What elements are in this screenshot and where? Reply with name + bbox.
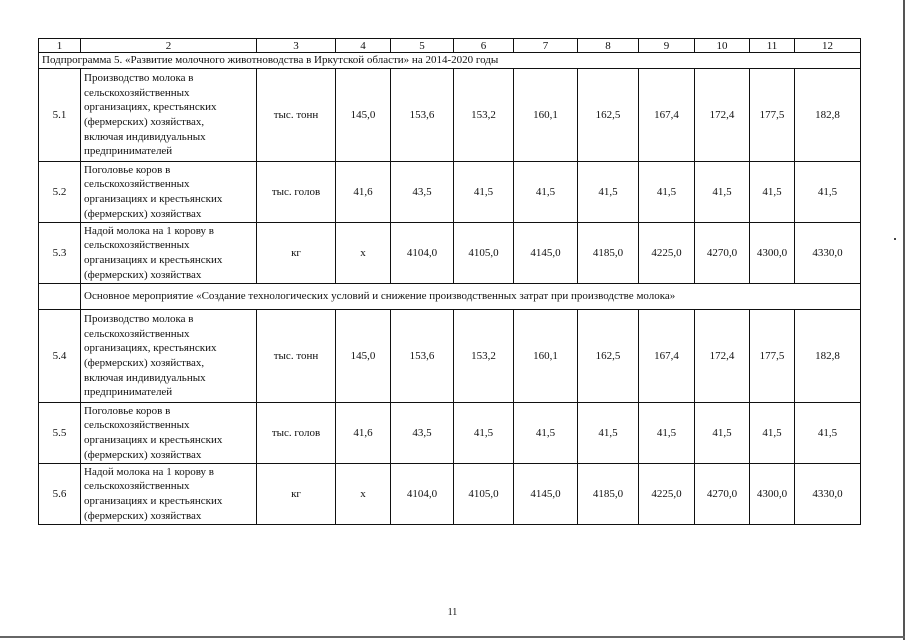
value-cell: 43,5 [391, 403, 454, 464]
column-number-row [39, 39, 861, 53]
value-cell: 41,5 [514, 403, 578, 464]
row-number: 5.5 [39, 403, 81, 464]
indicator-name-line: Производство молока в [84, 313, 194, 326]
indicator-name-line: Надой молока на 1 корову в [84, 465, 214, 478]
value-cell: 4330,0 [795, 223, 861, 284]
value-cell: 162,5 [578, 69, 639, 162]
value-cell: 4270,0 [695, 464, 750, 525]
unit-cell: кг [257, 464, 336, 525]
indicator-name-line: организациях и крестьянских [84, 254, 223, 266]
indicator-name-line: сельскохозяйственных [84, 239, 190, 252]
value-cell: 167,4 [639, 69, 695, 162]
value-cell: 145,0 [336, 69, 391, 162]
indicator-name-line: сельскохозяйственных [84, 419, 190, 432]
unit-cell: тыс. тонн [257, 69, 336, 162]
column-number: 12 [795, 39, 861, 53]
value-cell: 41,5 [795, 403, 861, 464]
value-cell: 153,6 [391, 310, 454, 403]
value-cell: 41,5 [514, 162, 578, 223]
value-cell: 153,2 [454, 310, 514, 403]
value-cell: 177,5 [750, 69, 795, 162]
empty-cell [39, 284, 81, 310]
main-measure-row [39, 284, 861, 310]
unit-cell: тыс. тонн [257, 310, 336, 403]
value-cell: 41,6 [336, 162, 391, 223]
value-cell: 4300,0 [750, 464, 795, 525]
indicator-name-line: предпринимателей [84, 386, 173, 399]
indicator-name-line: организациях и крестьянских [84, 434, 223, 446]
subprogram-title: Подпрограмма 5. «Развитие молочного животноводства в Иркутской области» на 2014-2020 годы [39, 53, 861, 69]
value-cell: 4145,0 [514, 464, 578, 525]
subprogram-row [39, 53, 861, 69]
table-row [39, 223, 861, 284]
value-cell: 41,5 [639, 162, 695, 223]
column-number: 6 [454, 39, 514, 53]
indicator-name-line: сельскохозяйственных [84, 480, 190, 493]
indicator-name-line: (фермерских) хозяйствах, [84, 116, 205, 128]
row-number: 5.3 [39, 223, 81, 284]
value-cell: 145,0 [336, 310, 391, 403]
value-cell: 4104,0 [391, 464, 454, 525]
indicator-name [81, 223, 257, 284]
value-cell: 41,5 [454, 162, 514, 223]
unit-cell: тыс. голов [257, 403, 336, 464]
value-cell: 4104,0 [391, 223, 454, 284]
value-cell: 182,8 [795, 69, 861, 162]
value-cell: 41,5 [578, 162, 639, 223]
unit-cell: кг [257, 223, 336, 284]
indicator-name-line: Поголовье коров в [84, 163, 171, 176]
value-cell: 4225,0 [639, 464, 695, 525]
indicator-name-line: Производство молока в [84, 72, 194, 85]
indicator-name-line: включая индивидуальных [84, 371, 206, 384]
page-edge-bottom [0, 636, 905, 638]
table-row [39, 69, 861, 162]
indicator-name [81, 310, 257, 403]
indicator-name-line: (фермерских) хозяйствах [84, 509, 202, 522]
indicators-table [38, 38, 861, 525]
page-number: 11 [447, 607, 458, 618]
column-number: 8 [578, 39, 639, 53]
indicator-name [81, 162, 257, 223]
value-cell: 4105,0 [454, 464, 514, 525]
row-number: 5.2 [39, 162, 81, 223]
indicator-name-line: организациях, крестьянских [84, 342, 217, 355]
indicator-name-line: Надой молока на 1 корову в [84, 224, 214, 237]
row-number: 5.6 [39, 464, 81, 525]
value-cell: 41,5 [454, 403, 514, 464]
unit-cell: тыс. голов [257, 162, 336, 223]
value-cell: 4185,0 [578, 464, 639, 525]
column-number: 5 [391, 39, 454, 53]
value-cell: 4225,0 [639, 223, 695, 284]
value-cell: х [336, 464, 391, 525]
scan-speck [894, 238, 896, 240]
value-cell: 153,6 [391, 69, 454, 162]
value-cell: 4145,0 [514, 223, 578, 284]
column-number: 1 [39, 39, 81, 53]
column-number: 2 [81, 39, 257, 53]
column-number: 11 [750, 39, 795, 53]
value-cell: 41,6 [336, 403, 391, 464]
column-number: 10 [695, 39, 750, 53]
value-cell: 41,5 [750, 162, 795, 223]
indicator-name-line: (фермерских) хозяйствах, [84, 357, 205, 369]
indicator-name [81, 464, 257, 525]
value-cell: 160,1 [514, 310, 578, 403]
value-cell: 160,1 [514, 69, 578, 162]
value-cell: 41,5 [695, 162, 750, 223]
column-number: 7 [514, 39, 578, 53]
value-cell: 41,5 [795, 162, 861, 223]
value-cell: 4185,0 [578, 223, 639, 284]
row-number: 5.1 [39, 69, 81, 162]
value-cell: 167,4 [639, 310, 695, 403]
indicator-name-line: организациях и крестьянских [84, 495, 223, 507]
table-row [39, 403, 861, 464]
value-cell: 172,4 [695, 310, 750, 403]
value-cell: 177,5 [750, 310, 795, 403]
indicator-name [81, 69, 257, 162]
table-body [39, 39, 861, 525]
column-number: 9 [639, 39, 695, 53]
value-cell: 4330,0 [795, 464, 861, 525]
indicator-name-line: (фермерских) хозяйствах [84, 268, 202, 281]
value-cell: 41,5 [750, 403, 795, 464]
value-cell: 41,5 [695, 403, 750, 464]
indicator-name-line: предпринимателей [84, 145, 173, 158]
indicator-name-line: Поголовье коров в [84, 404, 171, 417]
table-row [39, 464, 861, 525]
indicator-name-line: сельскохозяйственных [84, 178, 190, 191]
column-number: 4 [336, 39, 391, 53]
indicator-name-line: (фермерских) хозяйствах [84, 207, 202, 220]
indicator-name-line: (фермерских) хозяйствах [84, 448, 202, 461]
table-row [39, 310, 861, 403]
indicator-name [81, 403, 257, 464]
indicator-name-line: сельскохозяйственных [84, 86, 190, 99]
value-cell: 153,2 [454, 69, 514, 162]
indicator-name-line: сельскохозяйственных [84, 327, 190, 340]
value-cell: 182,8 [795, 310, 861, 403]
indicator-name-line: организациях и крестьянских [84, 193, 223, 205]
value-cell: 41,5 [578, 403, 639, 464]
table-row [39, 162, 861, 223]
value-cell: х [336, 223, 391, 284]
value-cell: 162,5 [578, 310, 639, 403]
value-cell: 41,5 [639, 403, 695, 464]
value-cell: 4270,0 [695, 223, 750, 284]
main-measure-title: Основное мероприятие «Создание технологических условий и снижение производственных затрат при производстве молока» [81, 284, 861, 310]
value-cell: 4105,0 [454, 223, 514, 284]
value-cell: 4300,0 [750, 223, 795, 284]
value-cell: 43,5 [391, 162, 454, 223]
row-number: 5.4 [39, 310, 81, 403]
value-cell: 172,4 [695, 69, 750, 162]
column-number: 3 [257, 39, 336, 53]
indicator-name-line: включая индивидуальных [84, 130, 206, 143]
indicator-name-line: организациях, крестьянских [84, 101, 217, 114]
